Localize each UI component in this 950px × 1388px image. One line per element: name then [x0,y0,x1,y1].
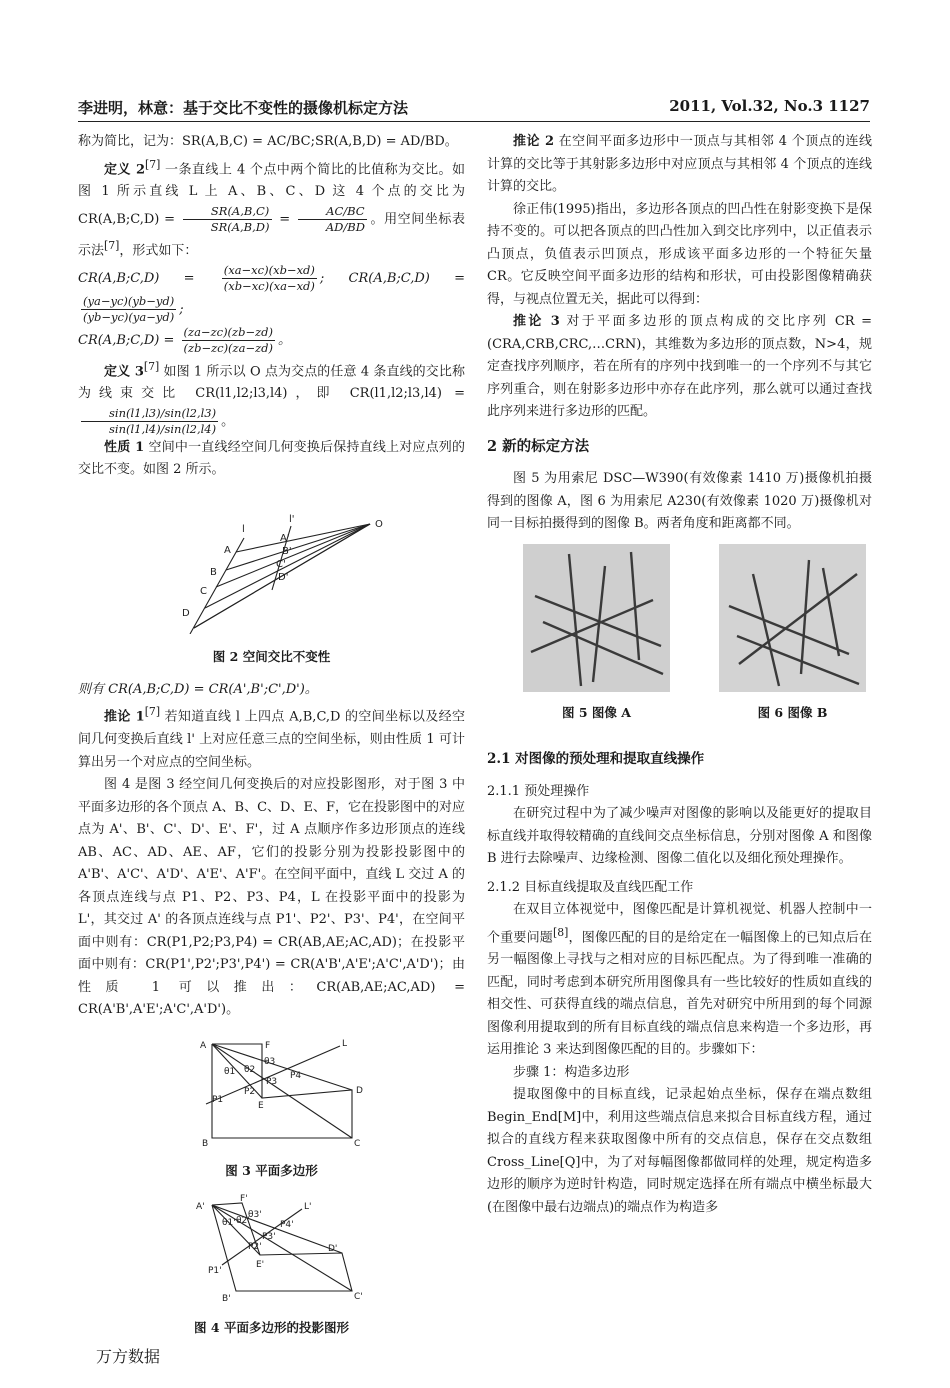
header-rule [78,121,870,122]
fig3-label-C: C [353,1138,360,1148]
matching-para: 在双目立体视觉中，图像匹配是计算机视觉、机器人控制中一个重要问题[8]，图像匹配的目的是给定在一幅图像上的已知点后在另一幅图像上寻找与之相对应的目标匹配点。为了得到唯一准确的匹配，同时考虑到本研究所用图像具有一些比较好的性质如直线的相交性、可获得直线的端点信息，首先对研究中所用到的每个同源图像利用提取到的所有目标直线的端点信息来构造一个多边形，再运用推论 3 来达到图像匹配的目的。步骤如下： [487,902,872,1058]
fig2-label-l: l [241,523,245,535]
corollary-2: 推论 2 在空间平面多边形中一顶点与其相邻 4 个顶点的连线计算的交比等于其射影多边形中对应顶点与其相邻 4 个顶点的连线计算的交比。 [487,134,873,194]
corollary-3: 推论 3 对于平面多边形的顶点构成的交比序列 CR = (CRA,CRB,CRC,…CRN)，其维数为多边形的顶点数，N>4，规定查找序列顺序，若在所有的序列中找到唯一的一个序列不与其它序列重合，则在射影多边形中亦存在此序列，那么就可以通过查找此序列来进行多边形的匹配。 [487,314,872,419]
fig3-label-A: A [199,1040,206,1051]
preprocess-para: 在研究过程中为了减少噪声对图像的影响以及能更好的提取目标直线并取得较精确的直线间交点坐标信息，分别对图像 A 和图像 B 进行去除噪声、边缘检测、图像二值化以及细化预处理操作。 [487,806,872,866]
section-2-1-2-heading: 2.1.2 目标直线提取及直线匹配工作 [487,879,694,895]
figure-2-diagram [142,486,402,634]
figure-2-caption: 图 2 空间交比不变性 [212,649,331,665]
fig3-label-P1: P1 [211,1094,223,1105]
fig3-label-F: F [264,1040,270,1051]
fig4-label-P1: P1' [207,1265,222,1276]
fig3-label-t1: θ1 [223,1066,235,1077]
fig2-line-l [190,538,244,634]
fig3-label-P2: P2 [243,1086,255,1097]
fig2-label-C: C [199,585,207,597]
fig3-label-E: E [257,1100,264,1111]
fig3-label-B: B [201,1138,208,1148]
running-header-title: 李进明，林意：基于交比不变性的摄像机标定方法 [78,99,409,117]
fig4-label-P4: P4' [279,1219,294,1230]
fig4-label-L: L' [303,1201,311,1212]
definition-3: 定义 3[7] 如图 1 所示以 O 点为交点的任意 4 条直线的交比称为线束交比 CR(l1,l2;l3,l4)，即 CR(l1,l2;l3,l4) = $\frac{\sin(l1,l3)/\sin(l2,l3)}{\sin(l1,l4)/\sin(l2,l4)}$ 。 [78,359,465,436]
fig2-label-Ap: A' [279,532,290,544]
property-1: 性质 1 空间中一直线经空间几何变换后保持直线上对应点列的交比不变。如图 2 所示。 [78,439,465,478]
fig4-label-F: F' [239,1193,248,1204]
cross-ratio-equality: 则有 CR(A,B;C,D) = CR(A',B';C',D')。 [78,681,318,697]
section-2-1-heading: 2.1 对图像的预处理和提取直线操作 [487,751,705,767]
figure-3-diagram [172,1036,372,1148]
fig4-label-P3: P3' [261,1231,276,1242]
equation-z: CR(A,B;C,D) = $\frac{(za-zc)(zb-zd)}{(zb-zc)(za-zd)}$ 。 [78,324,292,355]
figure-2 [78,486,465,643]
equation-xy: CR(A,B;C,D) = $\frac{(xa-xc)(xb-xd)}{(xb-xc)(xa-xd)}$ ; CR(A,B;C,D) = $\frac{(ya-yc)(yb-yd)}{(yb-yc)(ya-yd)}$ ; [78,262,465,324]
fig4-label-A: A' [195,1201,205,1212]
fig4-label-t2: θ2' [235,1215,250,1226]
fig2-line-f [236,524,370,552]
figure-5-caption: 图 5 图像 A [562,704,631,720]
figure-6 [719,544,866,725]
figure-5 [523,544,670,725]
convexity-para: 徐正伟(1995)指出，多边形各顶点的凹凸性在射影变换下是保持不变的。可以把各顶点的凹凸性加入到交比序列中，以正值表示凸顶点，负值表示凹顶点，形成该平面多边形的一个特征矢量 CR。它反映空间平面多边形的结构和形状，可由投影图像精确获得，与视点位置无关，据此可以得到： [487,201,872,307]
fig2-label-D: D [181,607,190,619]
fig4-label-t3: θ3' [247,1209,262,1220]
watermark-footer: 万方数据 [96,1347,161,1366]
fig3-label-t2: θ2 [243,1064,255,1075]
fig2-label-Bp: B' [281,545,292,557]
camera-para: 图 5 为用索尼 DSC—W390(有效像素 1410 万)摄像机拍摄得到的图像 A，图 6 为用索尼 A230(有效像素 1020 万)摄像机对同一目标拍摄得到的图像 B。两者角度和距离都不同。 [487,471,872,531]
right-column [487,131,872,1219]
corollary-1: 推论 1[7] 若知道直线 l 上四点 A,B,C,D 的空间坐标以及经空间几何变换后直线 l' 上对应任意三点的空间坐标，则由性质 1 可计算出另一个对应点的空间坐标。 [78,705,465,770]
figure-4-explanation: 图 4 是图 3 经空间几何变换后的对应投影图形，对于图 3 中平面多边形的各个顶点 A、B、C、D、E、F，它在投影图中的对应点为 A'、B'、C'、D'、E'、F'，过 A 点顺序作多边形顶点的连线 AB、AC、AD、AE、AF，它们的投影分别为投影投影图中的 A'B'、A'C'、A'D'、A'E'、A'F'。在空间平面中，直线 L 交过 A 的各顶点连线与点 P1、P2、P3、P4，L 在投影平面中的投影为 L'，其交过 A' 的各顶点连线与点 P1'、P2'、P3'、P4'，在空间平面中则有：CR(P1,P2;P3,P4) = CR(AB,AE;AC,AD)；在投影平面中则有：CR(P1',P2';P3',P4') = CR(A'B',A'E';A'C',A'D')；由性质 1 可以推出：CR(AB,AE;AC,AD) = CR(A'B',A'E';A'C',A'D')。 [78,777,465,1018]
image-a-photo [523,544,670,692]
fig4-label-B: B' [221,1293,231,1304]
figure-4-diagram [172,1193,372,1305]
fig2-label-B: B [209,566,217,578]
figure-3 [78,1036,465,1157]
left-column [78,131,465,1350]
figure-5-6-row [487,536,872,725]
figure-4 [78,1193,465,1314]
figure-3-caption: 图 3 平面多边形 [225,1163,318,1179]
fig2-label-Dp: D' [277,571,288,583]
fig3-diag-AC [212,1044,352,1138]
step-1-para: 提取图像中的目标直线，记录起始点坐标，保存在端点数组 Begin_End[M]中，利用这些端点信息来拟合目标直线方程，通过拟合的直线方程来获取图像中所有的交点信息，保存在交点数组 Cross_Line[Q]中，为了对每幅图像都做同样的处理，规定构造多边形的顺序为逆时针构造，同时规定选择在所有端点中横坐标最大(在图像中最右边端点)的端点作为构造多 [487,1087,872,1215]
fig3-label-P3: P3 [265,1076,277,1087]
fig3-label-P4: P4 [289,1070,301,1081]
fig4-label-D: D' [327,1243,337,1254]
simple-ratio-para: 称为简比，记为：SR(A,B,C) = AC/BC;SR(A,B,D) = AD/BD。 [78,134,458,149]
fig2-label-A: A [223,544,231,556]
figure-6-caption: 图 6 图像 B [757,704,828,720]
step-1-heading: 步骤 1：构造多边形 [513,1064,630,1080]
fig2-label-O: O [374,518,383,530]
definition-2: 定义 2[7] 一条直线上 4 个点中两个简比的比值称为交比。如图 1 所示直线 L 上 A、B、C、D 这 4 个点的交比为 CR(A,B;C,D) = $\frac{SR(A,B,C)}{SR(A,B,D)}$ = $\frac{AC/BC}{AD/BD}$ 。用空间坐标表示法[7]，形式如下： [78,157,466,259]
fig4-diag-AD [212,1205,342,1253]
figure-4-caption: 图 4 平面多边形的投影图形 [194,1320,349,1336]
fig2-label-Cp: C' [275,558,286,570]
fig4-label-E: E' [255,1259,264,1270]
running-header-issue: 2011, Vol.32, No.3 1127 [669,97,870,115]
fig2-label-lp: l' [288,513,295,525]
fig3-label-D: D [355,1085,363,1096]
section-2-1-1-heading: 2.1.1 预处理操作 [487,783,590,799]
fig4-label-C: C' [353,1291,363,1302]
fig2-line-c [216,524,370,587]
section-2-heading: 2 新的标定方法 [487,437,590,455]
fig3-label-L: L [341,1038,347,1049]
fig2-line-e [223,524,370,570]
fig4-label-t1: θ1' [221,1217,236,1228]
fig4-label-P2: P2' [247,1241,262,1252]
fig3-label-t3: θ3 [263,1056,275,1067]
image-b-photo [719,544,866,692]
